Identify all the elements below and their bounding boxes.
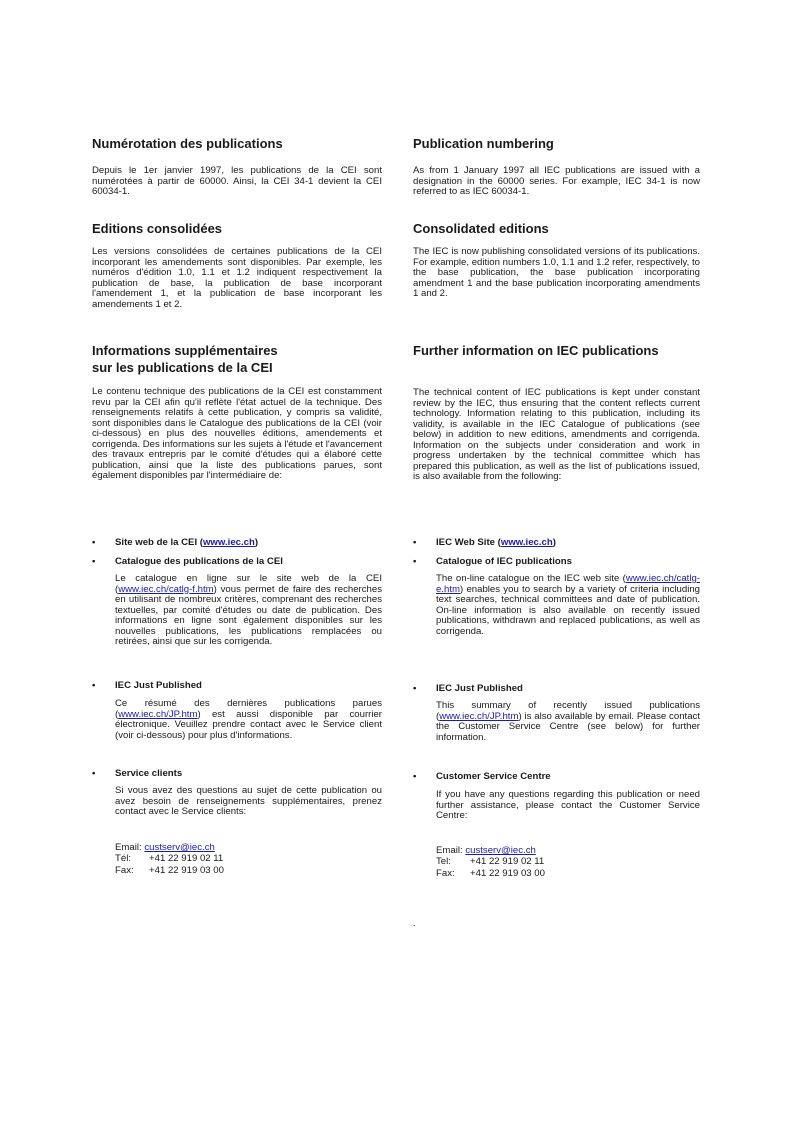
bullet-catalogue: [413, 556, 700, 567]
paragraph-further-information: The technical content of IEC publications is kept under constant review by the IEC, thus ensuring that the content reflects current technology. Information relating to this publication, including its validity, is available in the IEC Catalogue of publications (see below) in addition to new editions, amendments and corrigenda. Information on the subjects under consideration and work in progress undertaken by the technical committee which has prepared this publication, as well as the list of publications issued, is also available from the following:: [413, 387, 700, 482]
bullet-site-web: [92, 537, 382, 548]
link-catalogue[interactable]: www.iec.ch/catlg-f.htm: [118, 583, 214, 595]
heading-further-information: Further information on IEC publications: [413, 343, 659, 358]
bullet-icon: •: [413, 683, 417, 694]
heading-informations: [92, 342, 382, 376]
link-just-published[interactable]: www.iec.ch/JP.htm: [118, 708, 198, 720]
tel-value: +41 22 919 02 11: [149, 853, 224, 865]
paragraph-informations: Le contenu technique des publications de la CEI est constamment revu par la CEI afin qu'il reflète l'état actuel de la technique. Des renseignements relatifs à cette publication, y compris sa validité, sont disponibles dans le Catalogue des publications de la CEI (voir ci-dessous) en plus des nouvelles éditions, amendements et corrigenda. Des informations sur les sujets à l'étude et l'avancement des travaux entrepris par le comité d'études qui a élaboré cette publication, ainsi que la liste des publications parues, sont également disponibles par l'intermédiaire de:: [92, 386, 382, 481]
bullet-label: IEC Just Published: [436, 683, 523, 694]
text: ) vous permet de faire des recherches en utilisant de nombreux critères, comprenant des recherches textuelles, par comité d'études ou date de publication. Des informations en ligne sont également disponibles sur les nouvelles publications, les publications remplacées ou retirées, ainsi que sur les corrigenda.: [115, 583, 382, 647]
heading-numerotation: Numérotation des publications: [92, 136, 283, 151]
paragraph-consolidated-editions: The IEC is now publishing consolidated versions of its publications. For example, edition numbers 1.0, 1.1 and 1.2 refer, respectively, to the base publication, the base publication incorporating amendment 1 and the base publication incorporating amendments 1 and 2.: [413, 246, 700, 299]
bullet-just-published: [413, 683, 700, 694]
paragraph-editions-consolidees: Les versions consolidées de certaines publications de la CEI incorporant les amendements sont disponibles. Par exemple, les numéros d'édition 1.0, 1.1 et 1.2 indiquent respectivement la publication de base, la publication de base incorporant l'amendement 1, et la publication de base incorporant les amendements 1 et 2.: [92, 246, 382, 310]
text: This summary of recently issued publications (: [436, 700, 700, 722]
heading-line-2: sur les publications de la CEI: [92, 360, 273, 375]
paragraph-publication-numbering: As from 1 January 1997 all IEC publications are issued with a designation in the 60000 series. For example, IEC 34-1 is now referred to as IEC 60034-1.: [413, 165, 700, 197]
bullet-label-end: ): [552, 537, 556, 548]
footer-mark: .: [413, 918, 416, 928]
fax-label: Fax:: [436, 867, 455, 879]
heading-line-1: Informations supplémentaires: [92, 343, 278, 358]
text: Ce résumé des dernières publications parues (: [115, 698, 382, 720]
bullet-icon: •: [92, 537, 96, 548]
fax-value: +41 22 919 03 00: [149, 864, 224, 876]
fax-label: Fax:: [115, 864, 134, 876]
bullet-icon: •: [92, 680, 96, 691]
text: ) is also available by email. Please contact the Customer Service Centre (see below) for further information.: [436, 710, 700, 743]
paragraph-just-published: [413, 701, 700, 743]
link-catalogue[interactable]: www.iec.ch/catlg-e.htm: [436, 573, 700, 595]
contact-block-en: [413, 845, 723, 879]
bullet-label: Service clients: [115, 768, 183, 779]
bullet-icon: •: [92, 556, 96, 567]
email-label: Email:: [115, 842, 142, 853]
bullet-icon: •: [413, 556, 417, 567]
paragraph-catalogue: [92, 574, 382, 648]
text: ) enables you to search by a variety of criteria including text searches, technical committees and date of publication. On-line information is also available on recently issued publications, withdrawn and replaced publications, as well as corrigenda.: [436, 583, 700, 637]
tel-label: Tél:: [115, 853, 131, 865]
email-link[interactable]: custserv@iec.ch: [144, 842, 215, 853]
text: ) est aussi disponible par courrier électronique. Veuillez prendre contact avec le Service client (voir ci-dessous) pour plus d'informations.: [115, 708, 382, 741]
text: The on-line catalogue on the IEC web site (: [436, 573, 626, 584]
contact-block-fr: [92, 842, 405, 876]
bullet-catalogue: [92, 556, 382, 567]
bullet-icon: •: [92, 768, 96, 779]
bullet-icon: •: [413, 771, 417, 782]
bullet-label: IEC Just Published: [115, 680, 202, 691]
paragraph-numerotation: Depuis le 1er janvier 1997, les publications de la CEI sont numérotées à partir de 60000. Ainsi, la CEI 34-1 devient la CEI 60034-1.: [92, 165, 382, 197]
bullet-customer-service: [413, 771, 700, 782]
email-label: Email:: [436, 845, 463, 856]
paragraph-catalogue: [413, 574, 700, 637]
bullet-service-clients: [92, 768, 382, 779]
bullet-icon: •: [413, 537, 417, 548]
fax-value: +41 22 919 03 00: [470, 867, 545, 879]
bullet-label: Site web de la CEI (: [115, 537, 203, 548]
bullet-label: Catalogue des publications de la CEI: [115, 556, 283, 567]
link-iec-site[interactable]: www.iec.ch: [500, 537, 553, 548]
bullet-web-site: [413, 537, 700, 548]
link-just-published[interactable]: www.iec.ch/JP.htm: [439, 710, 519, 722]
paragraph-customer-service: If you have any questions regarding this publication or need further assistance, please contact the Customer Service Centre:: [436, 789, 700, 821]
email-link[interactable]: custserv@iec.ch: [465, 845, 536, 856]
paragraph-service-clients: Si vous avez des questions au sujet de cette publication ou avez besoin de renseignements supplémentaires, prenez contact avec le Service clients:: [115, 785, 382, 817]
bullet-label: IEC Web Site (: [436, 537, 501, 548]
paragraph-just-published: [92, 699, 382, 741]
tel-value: +41 22 919 02 11: [470, 856, 545, 868]
bullet-label-end: ): [254, 537, 259, 548]
text: Le catalogue en ligne sur le site web de la CEI (: [115, 573, 382, 595]
bullet-label: Catalogue of IEC publications: [436, 556, 572, 567]
bullet-just-published: [92, 680, 382, 691]
tel-label: Tel:: [436, 856, 451, 868]
link-iec-site[interactable]: www.iec.ch: [202, 537, 255, 548]
heading-editions-consolidees: Editions consolidées: [92, 221, 223, 236]
bullet-label: Customer Service Centre: [436, 771, 551, 782]
heading-consolidated-editions: Consolidated editions: [413, 221, 549, 236]
heading-publication-numbering: Publication numbering: [413, 136, 554, 151]
